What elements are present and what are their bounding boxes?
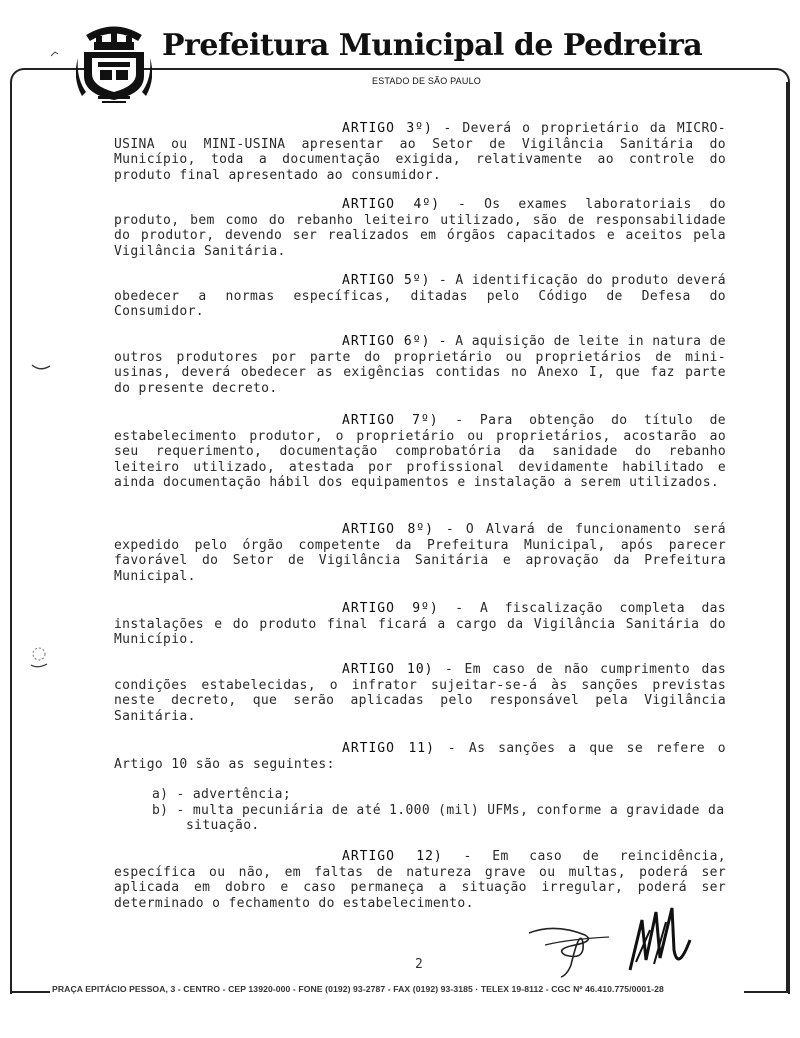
article-number: ARTIGO 10) [342,662,434,677]
article-text: - O Alvará de funcionamento será expedido pelo órgão competente da Prefeitura Municipal, após parecer favorável do Setor de Vigilância Sanitária e aprovação da Prefeitura Municipal. [114,522,726,584]
article-3 [114,121,726,183]
article-10 [114,662,726,724]
page-number: 2 [415,957,423,972]
corner-mark-icon [50,48,60,58]
article-number: ARTIGO 9º) [342,601,439,616]
footer-address: PRAÇA EPITÁCIO PESSOA, 3 - CENTRO - CEP 13920-000 - FONE (0192) 93-2787 - FAX (0192) 93-3185 · TELEX 19-8112 - CGC Nº 46.410.775/0001-28 [50,984,744,994]
article-text: - Para obtenção do título de estabelecimento produtor, o proprietário ou proprietários, acostarão ao seu requerimento, documentação comprobatória da sanidade do rebanho leiteiro utilizado, atestada por profissional devidamente habilitado e ainda documentação hábil dos equipamentos e instalação a serem utilizados. [114,413,726,491]
page-title: Prefeitura Municipal de Pedreira [162,28,703,63]
article-number: ARTIGO 4º) [342,197,441,212]
article-6 [114,334,726,396]
sanctions-list [152,787,726,834]
article-5 [114,273,726,320]
article-4 [114,197,726,259]
article-text: - Em caso de reincidência, específica ou não, em faltas de natureza grave ou multas, poderá ser aplicada em dobro e caso permaneça a situação irregular, poderá ser determinado o fechamento do estabelecimento. [114,849,726,911]
article-text: - Os exames laboratoriais do produto, bem como do rebanho leiteiro utilizado, são de responsabilidade do produtor, devendo ser realizados em órgãos capacitados e aceitos pela Vigilância Sanitária. [114,197,726,259]
article-text: - Deverá o proprietário da MICRO-USINA ou MINI-USINA apresentar ao Setor de Vigilância Sanitária do Município, toda a documentação exigida, relativamente ao controle do produto final apresentado ao consumidor. [114,121,726,183]
article-text: - A fiscalização completa das instalações e do produto final ficará a cargo da Vigilância Sanitária do Município. [114,601,726,648]
article-number: ARTIGO 3º) [342,121,433,136]
signature-right [620,900,700,980]
article-7 [114,413,726,491]
page-subtitle: ESTADO DE SÃO PAULO [372,76,481,86]
margin-mark-icon [30,362,52,374]
article-number: ARTIGO 12) [342,849,443,864]
article-text: - Em caso de não cumprimento das condições estabelecidas, o infrator sujeitar-se-á às sanções previstas neste decreto, que serão aplicadas pelo responsável pela Vigilância Sanitária. [114,662,726,724]
article-number: ARTIGO 8º) [342,522,434,537]
article-text: - As sanções a que se refere o Artigo 10 são as seguintes: [114,741,726,772]
article-8 [114,522,726,584]
coat-of-arms-icon [76,18,152,104]
article-text: - A identificação do produto deverá obedecer a normas específicas, ditadas pelo Código de Defesa do Consumidor. [114,273,726,320]
article-number: ARTIGO 7º) [342,413,439,428]
list-item: a) - advertência; [152,787,292,802]
article-number: ARTIGO 5º) [342,273,431,288]
article-11 [114,741,726,772]
frame-right-rule [786,82,788,992]
punch-hole-icon [28,645,50,669]
article-9 [114,601,726,648]
signature-left [525,915,615,980]
article-number: ARTIGO 11) [342,741,435,756]
article-text: - A aquisição de leite in natura de outros produtores por parte do proprietário ou proprietários de mini-usinas, deverá obedecer as exigências contidas no Anexo I, que faz parte do presente decreto. [114,334,726,396]
list-item: b) - multa pecuniária de até 1.000 (mil) UFMs, conforme a gravidade da situação. [152,802,725,834]
article-number: ARTIGO 6º) [342,334,431,349]
